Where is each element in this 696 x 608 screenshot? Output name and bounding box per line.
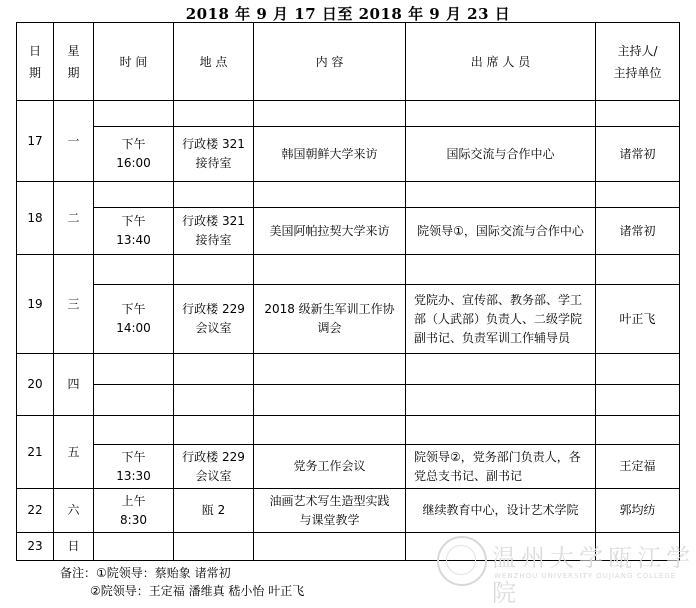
place-cell xyxy=(174,416,254,445)
time-cell xyxy=(94,385,174,416)
header-content: 内 容 xyxy=(254,23,406,101)
place-cell: 瓯 2 xyxy=(174,489,254,533)
content-cell: 韩国朝鲜大学来访 xyxy=(254,127,406,182)
time-cell: 下午 13:30 xyxy=(94,445,174,489)
place-cell xyxy=(174,385,254,416)
time-cell xyxy=(94,416,174,445)
time-cell xyxy=(94,354,174,385)
weekday-cell: 二 xyxy=(54,182,94,255)
attendees-cell xyxy=(406,182,596,208)
weekday-cell: 日 xyxy=(54,533,94,561)
place-cell: 行政楼 229 会议室 xyxy=(174,285,254,354)
day-row xyxy=(17,354,680,385)
day-row xyxy=(17,127,680,182)
attendees-cell xyxy=(406,255,596,285)
day-row xyxy=(17,101,680,127)
content-cell xyxy=(254,416,406,445)
watermark-text: 温州大学瓯江学院 xyxy=(492,544,695,607)
college-seal-logo xyxy=(437,536,487,586)
time-cell: 下午 16:00 xyxy=(94,127,174,182)
day-row xyxy=(17,208,680,255)
schedule-table xyxy=(16,22,680,561)
host-cell: 诸常初 xyxy=(596,208,680,255)
time-cell xyxy=(94,182,174,208)
header-host: 主持人/ 主持单位 xyxy=(596,23,680,101)
weekday-cell: 六 xyxy=(54,489,94,533)
content-cell: 美国阿帕拉契大学来访 xyxy=(254,208,406,255)
day-cell: 17 xyxy=(17,101,54,182)
place-cell: 行政楼 229 会议室 xyxy=(174,445,254,489)
day-cell: 18 xyxy=(17,182,54,255)
watermark-subtext: WENZHOU UNIVERSITY OUJIANG COLLEGE xyxy=(494,572,677,580)
day-row xyxy=(17,285,680,354)
time-cell: 下午 13:40 xyxy=(94,208,174,255)
weekday-cell: 四 xyxy=(54,354,94,416)
header-place: 地 点 xyxy=(174,23,254,101)
header-weekday: 星 期 xyxy=(54,23,94,101)
host-cell xyxy=(596,354,680,385)
content-cell xyxy=(254,182,406,208)
schedule-body xyxy=(17,101,680,561)
host-cell: 叶正飞 xyxy=(596,285,680,354)
time-cell: 下午 14:00 xyxy=(94,285,174,354)
place-cell xyxy=(174,101,254,127)
day-row xyxy=(17,182,680,208)
content-cell xyxy=(254,385,406,416)
header-attendees: 出 席 人 员 xyxy=(406,23,596,101)
attendees-cell xyxy=(406,354,596,385)
day-cell: 22 xyxy=(17,489,54,533)
content-cell: 油画艺术写生造型实践 与课堂教学 xyxy=(254,489,406,533)
day-row xyxy=(17,489,680,533)
header-day: 日 期 xyxy=(17,23,54,101)
content-cell: 2018 级新生军训工作协 调会 xyxy=(254,285,406,354)
attendees-cell xyxy=(406,416,596,445)
day-cell: 23 xyxy=(17,533,54,561)
attendees-cell: 院领导②，党务部门负责人，各 党总支书记、副书记 xyxy=(406,445,596,489)
day-cell: 19 xyxy=(17,255,54,354)
host-cell xyxy=(596,101,680,127)
place-cell xyxy=(174,354,254,385)
content-cell xyxy=(254,533,406,561)
notes xyxy=(60,564,304,600)
place-cell xyxy=(174,255,254,285)
host-cell: 诸常初 xyxy=(596,127,680,182)
day-row xyxy=(17,385,680,416)
note-2: ②院领导：王定福 潘维真 嵇小怡 叶正飞 xyxy=(90,584,305,598)
attendees-cell: 党院办、宣传部、教务部、学工 部（人武部）负责人、二级学院 副书记、负责军训工作辅导员 xyxy=(406,285,596,354)
time-cell xyxy=(94,533,174,561)
attendees-cell xyxy=(406,101,596,127)
content-cell: 党务工作会议 xyxy=(254,445,406,489)
header-time: 时 间 xyxy=(94,23,174,101)
host-cell: 王定福 xyxy=(596,445,680,489)
host-cell: 郭均纺 xyxy=(596,489,680,533)
time-cell xyxy=(94,101,174,127)
weekday-cell: 三 xyxy=(54,255,94,354)
attendees-cell: 院领导①，国际交流与合作中心 xyxy=(406,208,596,255)
weekday-cell: 一 xyxy=(54,101,94,182)
day-row xyxy=(17,445,680,489)
place-cell xyxy=(174,533,254,561)
host-cell xyxy=(596,416,680,445)
header-row xyxy=(17,23,680,101)
place-cell xyxy=(174,182,254,208)
time-cell: 上午 8:30 xyxy=(94,489,174,533)
day-cell: 21 xyxy=(17,416,54,489)
weekday-cell: 五 xyxy=(54,416,94,489)
content-cell xyxy=(254,354,406,385)
time-cell xyxy=(94,255,174,285)
place-cell: 行政楼 321 接待室 xyxy=(174,208,254,255)
day-row xyxy=(17,255,680,285)
content-cell xyxy=(254,101,406,127)
attendees-cell: 继续教育中心，设计艺术学院 xyxy=(406,489,596,533)
day-cell: 20 xyxy=(17,354,54,416)
host-cell xyxy=(596,255,680,285)
note-1: 备注：①院领导：蔡贻象 诸常初 xyxy=(60,566,231,580)
place-cell: 行政楼 321 接待室 xyxy=(174,127,254,182)
page-title: 2018 年 9 月 17 日至 2018 年 9 月 23 日 xyxy=(185,5,511,23)
content-cell xyxy=(254,255,406,285)
attendees-cell xyxy=(406,385,596,416)
day-row xyxy=(17,416,680,445)
host-cell xyxy=(596,385,680,416)
attendees-cell: 国际交流与合作中心 xyxy=(406,127,596,182)
host-cell xyxy=(596,182,680,208)
